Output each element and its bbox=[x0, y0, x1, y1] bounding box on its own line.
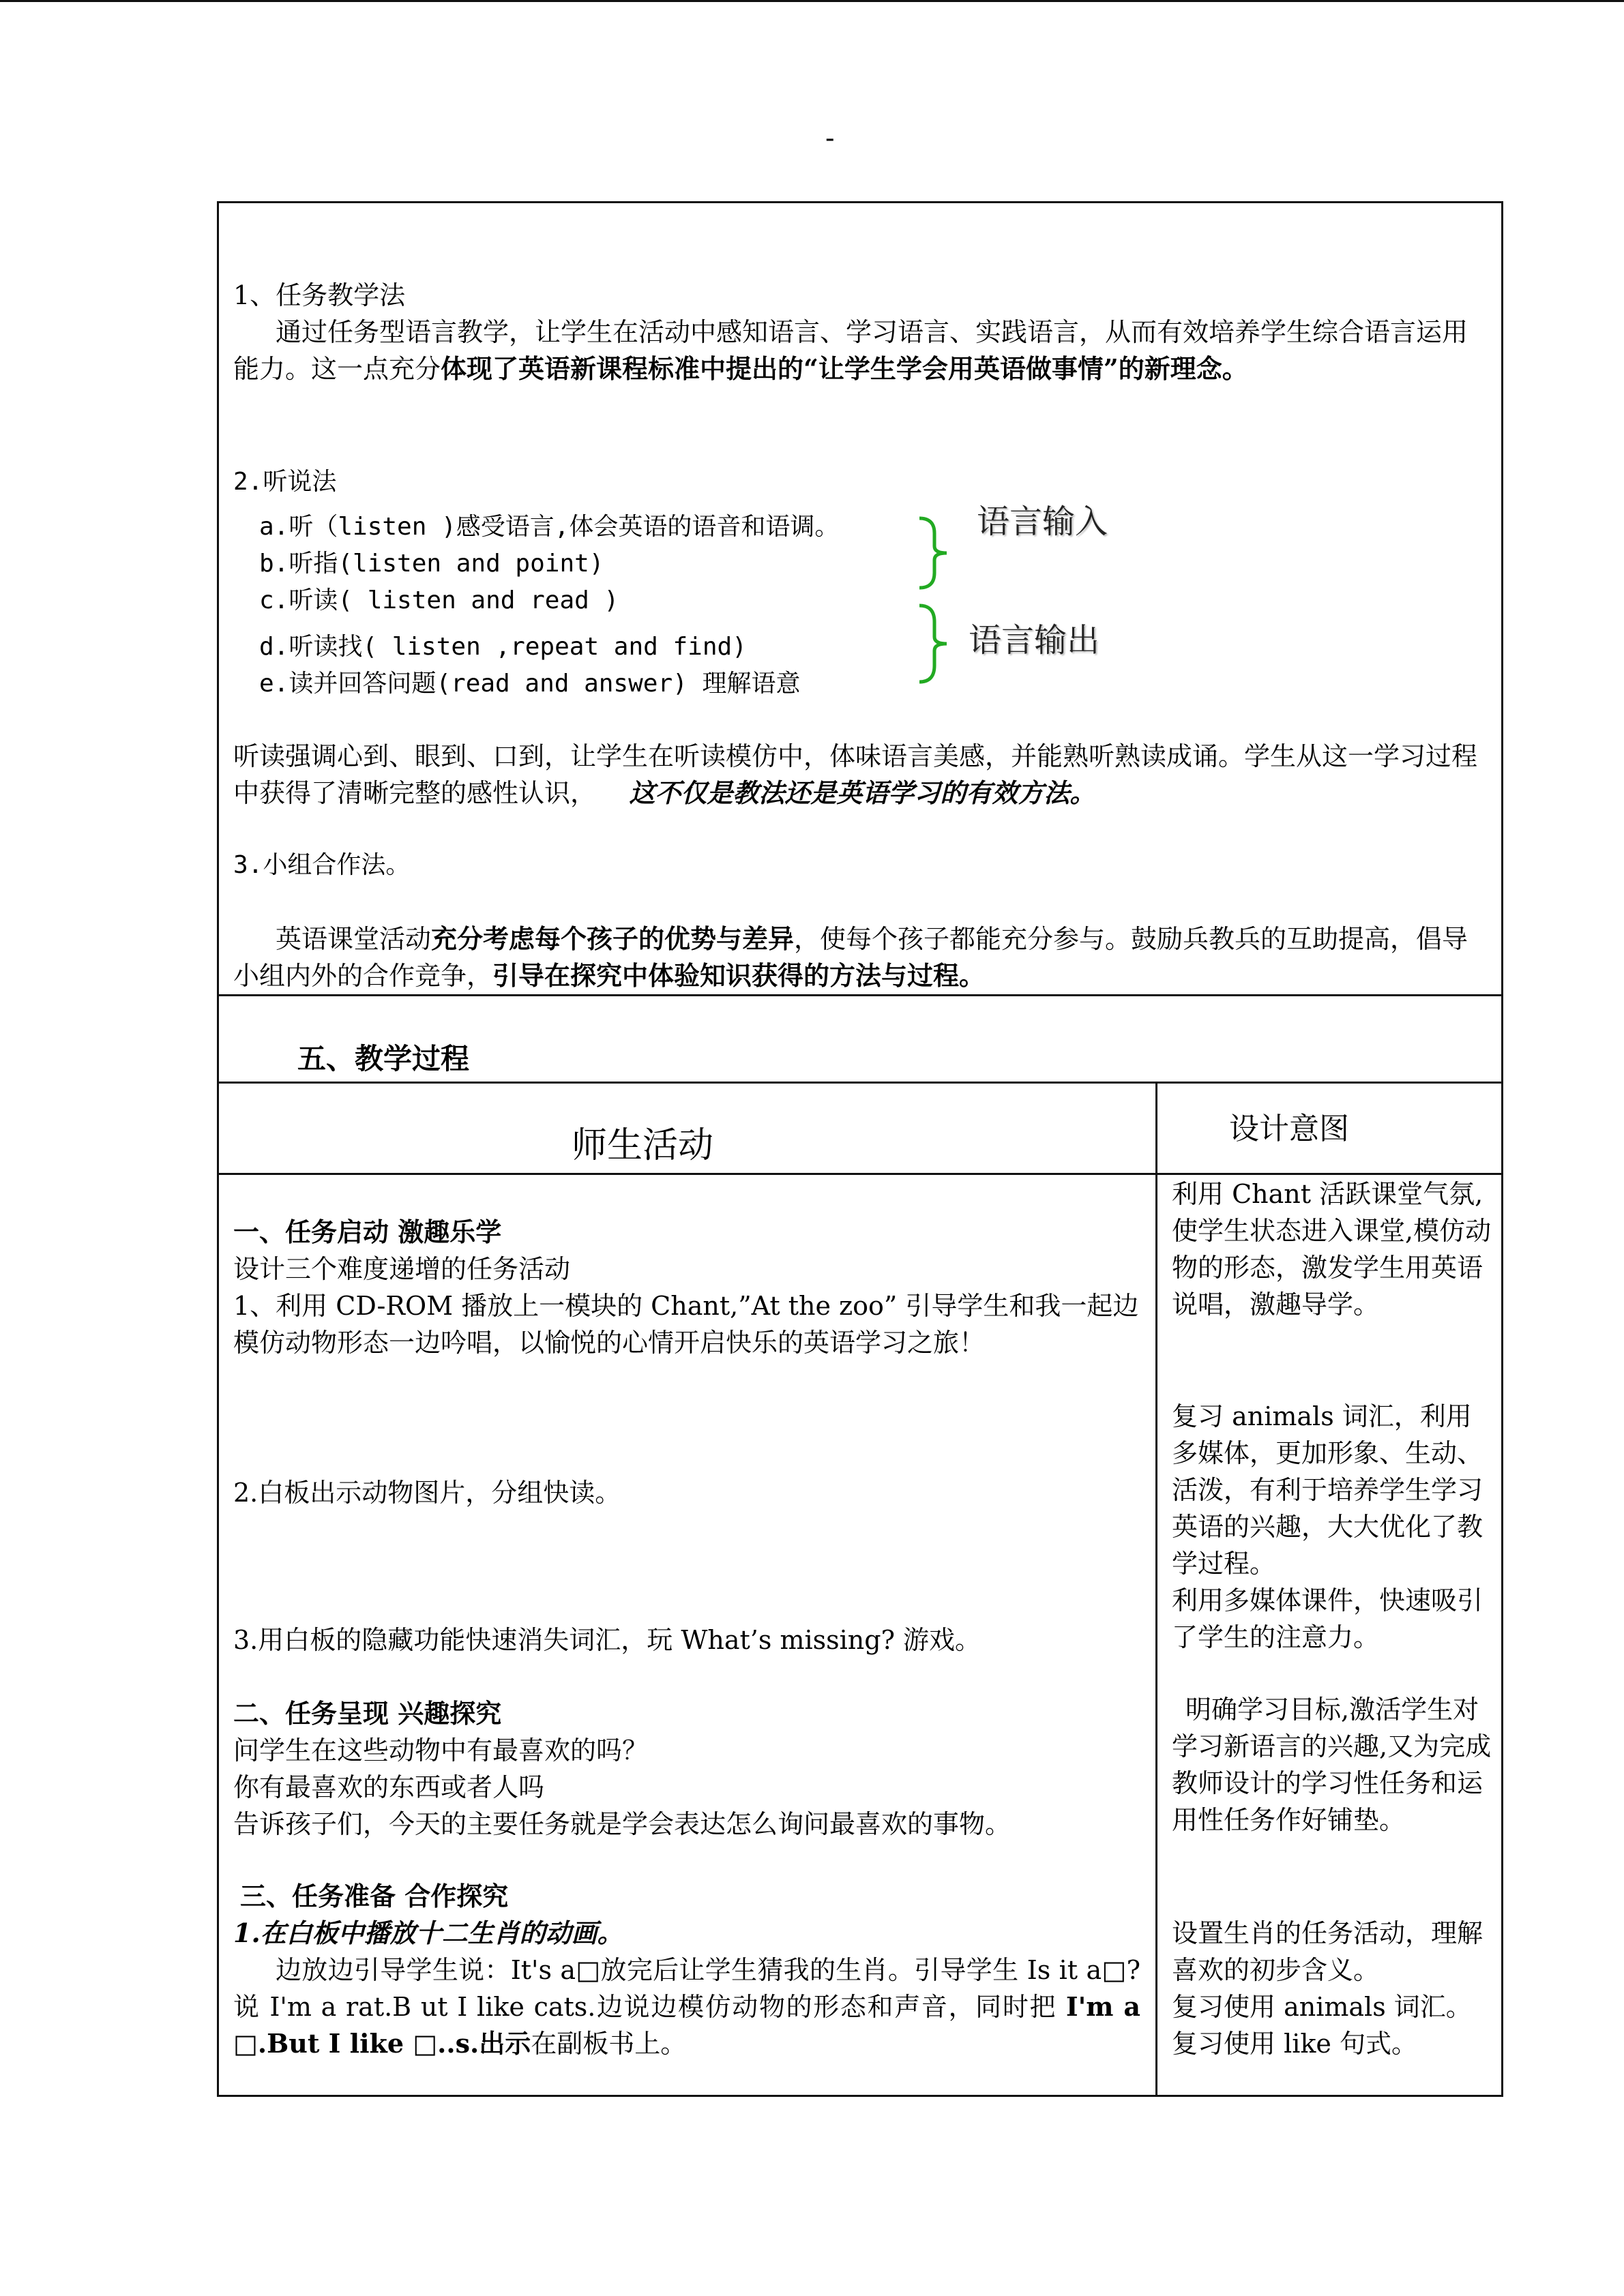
task-2-line-2: 你有最喜欢的东西或者人吗 bbox=[233, 1772, 545, 1802]
label-language-input: 语言输入 bbox=[977, 503, 1108, 541]
row-divider-methods bbox=[217, 994, 1503, 996]
method-2-item-c: c.听读( listen and read ) bbox=[259, 586, 619, 614]
task-2-line-1: 问学生在这些动物中有最喜欢的吗？ bbox=[233, 1735, 649, 1765]
task-3-detail-end: 在副板书上。 bbox=[531, 2029, 687, 2059]
intent-7: 复习使用 like 句式。 bbox=[1172, 2029, 1417, 2059]
task-1-heading: 一、任务启动 激趣乐学 bbox=[233, 1217, 502, 1247]
task-3-detail-text: 边放边引导学生说：It's a□放完后让学生猜我的生肖。引导学生 Is it a□?说 I'm a rat.B ut I like cats.边说边模仿动物的形态和声音，同时把 bbox=[233, 1955, 1140, 2022]
task-1-intro: 设计三个难度递增的任务活动 bbox=[233, 1254, 571, 1284]
method-3-emphasis-2: 引导在探究中体验知识获得的方法与过程。 bbox=[492, 960, 986, 991]
method-1-emphasis: 体现了英语新课程标准中提出的“让学生学会用英语做事情”的新理念。 bbox=[441, 353, 1248, 384]
intent-5: 设置生肖的任务活动，理解喜欢的初步含义。 bbox=[1172, 1918, 1483, 1985]
page-top-rule bbox=[0, 0, 1624, 2]
intent-1: 利用 Chant 活跃课堂气氛,使学生状态进入课堂,模仿动物的形态，激发学生用英语说唱，激趣导学。 bbox=[1172, 1179, 1492, 1320]
method-2-item-d: d.听读找( listen ,repeat and find) bbox=[259, 633, 747, 661]
intent-2: 复习 animals 词汇，利用多媒体，更加形象、生动、活泼，有利于培养学生学习英语的兴趣，大大优化了教学过程。 bbox=[1172, 1401, 1483, 1579]
section-5-title: 五、教学过程 bbox=[297, 1042, 470, 1075]
task-2-line-3: 告诉孩子们，今天的主要任务就是学会表达怎么询问最喜欢的事物。 bbox=[233, 1809, 1012, 1839]
method-3-emphasis-1: 充分考虑每个孩子的优势与差异 bbox=[431, 923, 795, 954]
method-2-title: 2.听说法 bbox=[233, 468, 337, 496]
label-language-output: 语言输出 bbox=[969, 621, 1100, 659]
task-1-step-2: 2.白板出示动物图片，分组快读。 bbox=[233, 1478, 621, 1508]
method-2-note-emphasis: 这不仅是教法还是英语学习的有效方法。 bbox=[629, 777, 1096, 808]
row-divider-section5 bbox=[217, 1082, 1503, 1084]
task-3-heading: 三、任务准备 合作探究 bbox=[240, 1881, 509, 1911]
method-2-item-b: b.听指(listen and point) bbox=[259, 550, 604, 578]
task-3-step-1-detail bbox=[233, 1952, 1140, 2062]
method-2-item-a: a.听（listen )感受语言,体会英语的语音和语调。 bbox=[259, 513, 840, 541]
task-3-detail-pattern: I'm a □.But I like □..s.出示 bbox=[233, 1991, 1140, 2059]
method-2-note bbox=[233, 738, 1481, 811]
task-2-heading: 二、任务呈现 兴趣探究 bbox=[233, 1698, 502, 1729]
column-header-intent: 设计意图 bbox=[1229, 1112, 1349, 1146]
bracket-output-icon bbox=[914, 603, 955, 685]
method-1-title: 1、任务教学法 bbox=[233, 280, 406, 310]
task-3-step-1: 1.在白板中播放十二生肖的动画。 bbox=[233, 1918, 623, 1948]
intent-4: 明确学习目标,激活学生对学习新语言的兴趣,又为完成教师设计的学习性任务和运用性任务作好铺垫。 bbox=[1172, 1695, 1492, 1835]
method-2-note-text: 听读强调心到、眼到、口到，让学生在听读模仿中，体味语言美感，并能熟听熟读成诵。学生从这一学习过程中获得了清晰完整的感性认识， bbox=[233, 741, 1478, 808]
row-divider-header bbox=[217, 1173, 1503, 1175]
intent-6: 复习使用 animals 词汇。 bbox=[1172, 1992, 1472, 2022]
method-3-paragraph bbox=[233, 921, 1481, 994]
header-mark: - bbox=[825, 123, 835, 154]
method-1-text: 通过任务型语言教学，让学生在活动中感知语言、学习语言、实践语言，从而有效培养学生综合语言运用能力。这一点充分 bbox=[233, 317, 1468, 384]
method-1-paragraph bbox=[233, 314, 1481, 387]
method-3-text-1: 英语课堂活动 bbox=[276, 924, 432, 954]
task-1-step-1: 1、利用 CD-ROM 播放上一模块的 Chant,”At the zoo” 引导学生和我一起边模仿动物形态一边吟唱，以愉悦的心情开启快乐的英语学习之旅！ bbox=[233, 1291, 1139, 1358]
column-divider bbox=[1155, 1082, 1157, 2097]
bracket-input-icon bbox=[914, 516, 955, 591]
column-header-activities: 师生活动 bbox=[572, 1125, 714, 1166]
intent-3: 利用多媒体课件，快速吸引了学生的注意力。 bbox=[1172, 1585, 1483, 1652]
method-3-title: 3.小组合作法。 bbox=[233, 851, 411, 879]
task-1-step-3: 3.用白板的隐藏功能快速消失词汇，玩 What’s missing? 游戏。 bbox=[233, 1625, 981, 1655]
method-2-item-e: e.读并回答问题(read and answer) 理解语意 bbox=[259, 670, 801, 698]
method-3-text-2: ，使每个孩子都能充分参与。鼓励兵教兵的互助提高，倡导小组内外的合作竞争， bbox=[233, 924, 1468, 991]
